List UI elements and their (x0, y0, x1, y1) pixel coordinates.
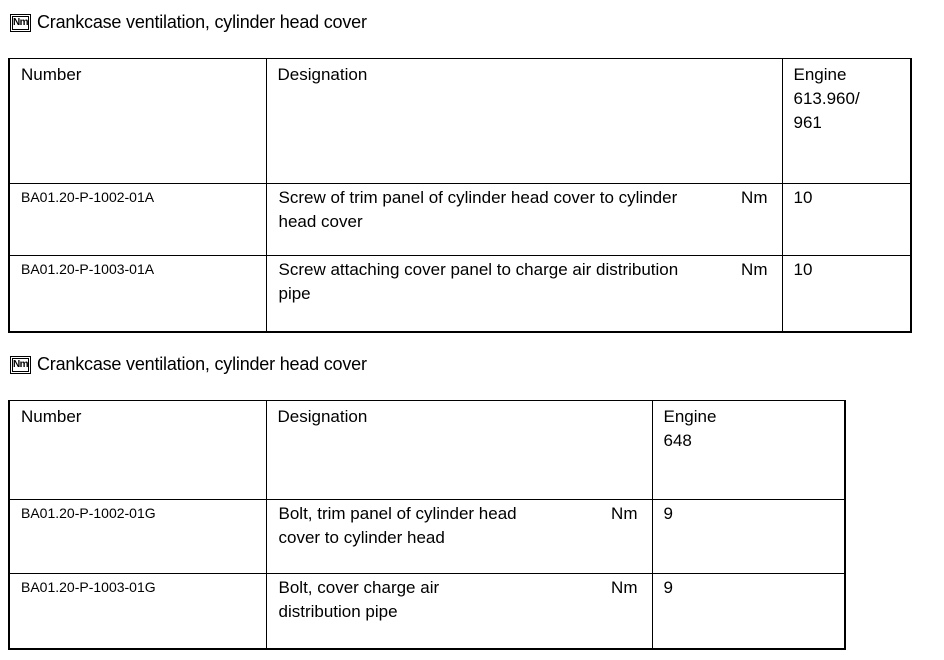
header-designation: Designation (266, 59, 782, 184)
row-number: BA01.20-P-1003-01A (9, 256, 266, 332)
row-value: 9 (652, 500, 845, 574)
row-designation: Screw attaching cover panel to charge air distribution pipe Nm (266, 256, 782, 332)
table-row (9, 256, 911, 332)
torque-table-2 (8, 400, 846, 650)
table-header-row (9, 401, 845, 500)
section-title-2 (10, 354, 367, 375)
row-designation: Bolt, cover charge air distribution pipe Nm (266, 574, 652, 649)
header-designation: Designation (266, 401, 652, 500)
row-value: 10 (782, 256, 911, 332)
unit-label: Nm (741, 260, 768, 279)
unit-label: Nm (611, 578, 638, 597)
table-row (9, 184, 911, 256)
header-number: Number (9, 59, 266, 184)
header-engine: Engine 648 (652, 401, 845, 500)
unit-label: Nm (611, 504, 638, 523)
row-designation: Bolt, trim panel of cylinder head cover to cylinder head Nm (266, 500, 652, 574)
table-header-row (9, 59, 911, 184)
row-value: 9 (652, 574, 845, 649)
torque-nm-icon: Nm (10, 14, 31, 32)
section-title-1 (10, 12, 367, 33)
row-value: 10 (782, 184, 911, 256)
table-row (9, 574, 845, 649)
table-row (9, 500, 845, 574)
section-title-text: Crankcase ventilation, cylinder head cover (37, 12, 367, 32)
row-number: BA01.20-P-1003-01G (9, 574, 266, 649)
header-number: Number (9, 401, 266, 500)
header-engine: Engine 613.960/ 961 (782, 59, 911, 184)
section-title-text: Crankcase ventilation, cylinder head cover (37, 354, 367, 374)
torque-nm-icon: Nm (10, 356, 31, 374)
torque-table-1 (8, 58, 912, 333)
unit-label: Nm (741, 188, 768, 207)
row-designation: Screw of trim panel of cylinder head cover to cylinder head cover Nm (266, 184, 782, 256)
row-number: BA01.20-P-1002-01G (9, 500, 266, 574)
row-number: BA01.20-P-1002-01A (9, 184, 266, 256)
